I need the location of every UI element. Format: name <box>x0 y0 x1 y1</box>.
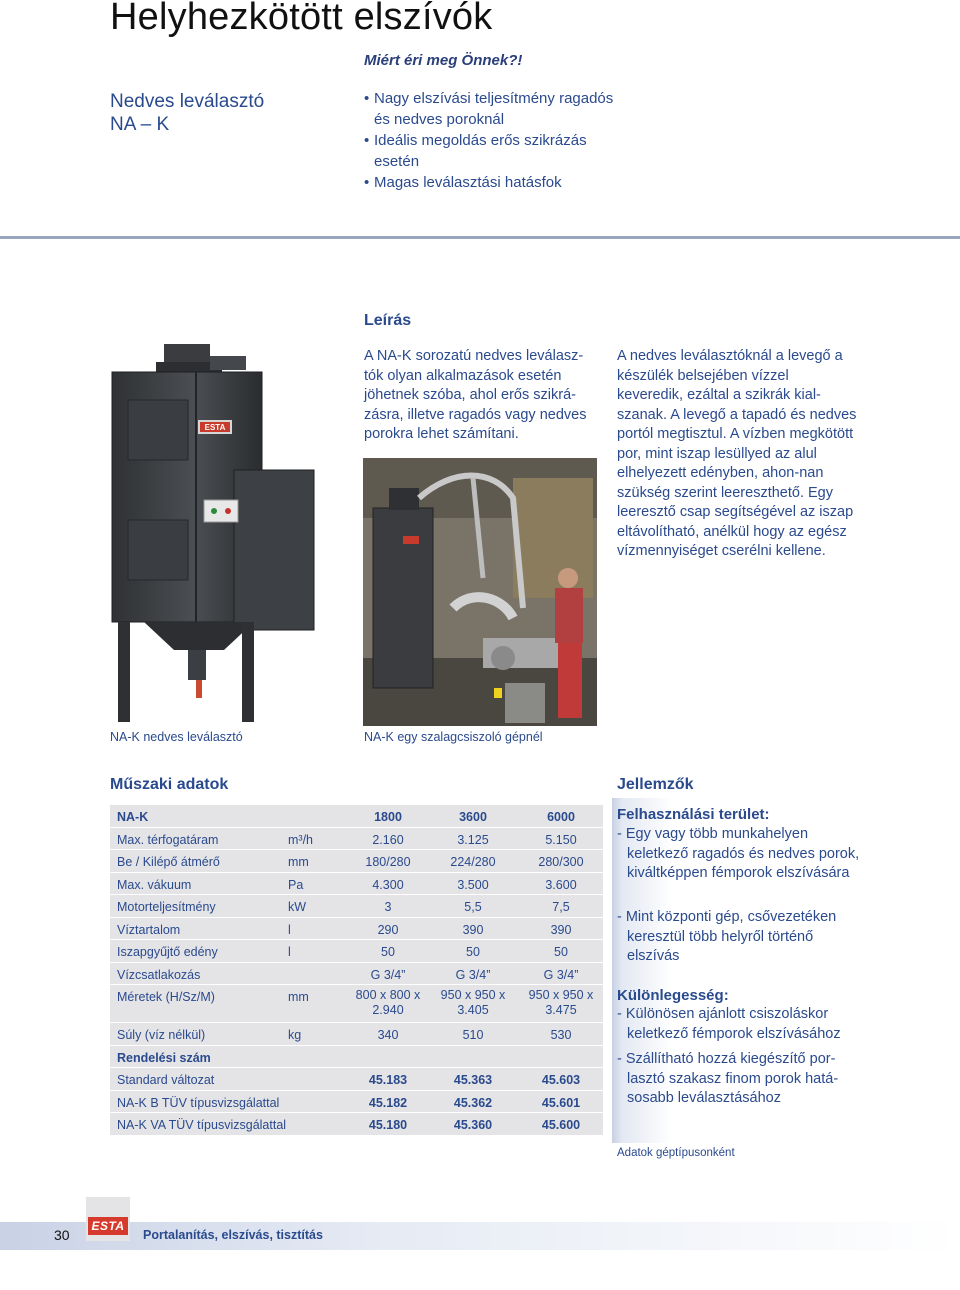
caption-machine: NA-K nedves leválasztó <box>110 730 243 744</box>
table-row <box>110 1113 603 1136</box>
row-value: 950 x 950 x 3.405 <box>440 988 506 1017</box>
value-6000: 6000 <box>547 810 575 824</box>
benefit-item: • Magas leválasztási hatásfok <box>364 172 624 193</box>
order-number: 45.603 <box>541 1073 581 1087</box>
row-value: 5.150 <box>545 832 577 847</box>
row-label: Max. térfogatáram <box>117 832 219 847</box>
order-number: 45.360 <box>453 1118 493 1132</box>
description-col-1: A NA-K sorozatú nedves leválasz-tók olyan alkalmazások esetén jöhetnek szóba, ahol erős szikrá-zásra, illetve ragadós vagy nedves porokra lehet számítani. <box>364 348 587 442</box>
table-row <box>110 895 603 918</box>
row-value: 50 <box>466 945 480 959</box>
row-label: Rendelési szám <box>117 1050 211 1065</box>
row-value: 3.500 <box>457 877 489 892</box>
description-col-2: A nedves leválasztóknál a levegő a készülék belsejében vízzel keveredik, ezáltal a szikrák kial-szanak. A levegő a tapadó és nedves portól megtisztul. A vízben megkötött por, mint iszap lesüllyed az alul elhelyezett edényben, ahon-nan szükség szerint leereszthető. Egy leeresztő csap segítségével az iszap eltávolítható, anélkül hogy az egész vízmennyiséget cserélni kellene. <box>617 348 857 559</box>
row-value: 180/280 <box>365 855 411 869</box>
table-row <box>110 963 603 986</box>
row-value: 530 <box>550 1028 572 1042</box>
row-value: 3.600 <box>545 877 577 892</box>
row-unit: kW <box>288 900 307 914</box>
table-row <box>110 828 603 851</box>
row-value: G 3/4” <box>543 967 579 982</box>
order-number: 45.182 <box>368 1095 408 1110</box>
table-row <box>110 873 603 896</box>
row-value: 800 x 800 x 2.940 <box>355 988 421 1017</box>
row-label: Standard változat <box>117 1073 215 1087</box>
row-value: 950 x 950 x 3.475 <box>528 988 594 1017</box>
order-number: 45.600 <box>541 1118 581 1132</box>
logo-text: ESTA <box>88 1217 128 1235</box>
machine-logo: ESTA <box>204 423 226 432</box>
row-label: Víztartalom <box>117 922 181 937</box>
product-line-2: NA – K <box>110 114 170 135</box>
row-value: 4.300 <box>372 877 404 892</box>
product-line-1: Nedves leválasztó <box>110 91 265 112</box>
row-value: 5,5 <box>464 900 482 914</box>
row-value: 340 <box>377 1028 399 1042</box>
per-type-note: Adatok géptípusonként <box>617 1147 735 1159</box>
benefit-list <box>364 88 624 193</box>
row-label: Be / Kilépő átmérő <box>117 855 220 869</box>
table-row <box>110 940 603 963</box>
benefit-item: • Ideális megoldás erős szikrázás esetén <box>364 130 624 172</box>
table-row <box>110 985 603 1023</box>
row-label: NA-K VA TÜV típusvizsgálattal <box>117 1118 287 1132</box>
esta-logo <box>86 1197 130 1241</box>
row-label: Max. vákuum <box>117 877 192 892</box>
table-row <box>110 805 603 828</box>
table-row <box>110 918 603 941</box>
usage-title: Felhasználási terület: <box>617 806 770 823</box>
row-value: 224/280 <box>450 855 496 869</box>
tech-data-table <box>110 805 603 1136</box>
row-value: 290 <box>377 922 399 937</box>
row-label: Súly (víz nélkül) <box>117 1028 206 1042</box>
row-value: G 3/4” <box>455 967 491 982</box>
page-title: Helyhezkötött elszívók <box>110 0 493 38</box>
wet-separator-machine-image <box>104 340 334 725</box>
row-value: 3 <box>384 900 392 914</box>
row-label: Méretek (H/Sz/M) <box>117 990 215 1004</box>
value-3600: 3600 <box>459 810 487 824</box>
row-unit: kg <box>288 1028 302 1042</box>
special-item: - Szállítható hozzá kiegészítő por-lasztó szakasz finom porok hatá-sosabb leválasztásához <box>617 1051 839 1106</box>
row-value: 390 <box>462 922 484 937</box>
row-label: Motorteljesítmény <box>117 900 216 914</box>
row-label: Iszapgyűjtő edény <box>117 945 218 959</box>
value-1800: 1800 <box>374 810 402 824</box>
description-heading: Leírás <box>364 312 412 329</box>
special-item: - Különösen ajánlott csiszoláskor keletkező fémporok elszívásához <box>617 1006 841 1042</box>
caption-photo: NA-K egy szalagcsiszoló gépnél <box>364 730 543 744</box>
table-row <box>110 1091 603 1114</box>
why-label: Miért éri meg Önnek?! <box>364 52 523 69</box>
header-divider <box>0 236 960 239</box>
row-unit: l <box>288 922 291 937</box>
row-value: 390 <box>550 922 572 937</box>
row-unit: m³/h <box>288 832 313 847</box>
table-row <box>110 1068 603 1091</box>
table-row <box>110 1023 603 1046</box>
row-value: 510 <box>462 1028 484 1042</box>
row-value: 50 <box>381 945 395 959</box>
row-value: 3.125 <box>457 832 489 847</box>
features-heading: Jellemzők <box>617 776 694 793</box>
order-number: 45.362 <box>453 1095 493 1110</box>
row-unit: mm <box>288 855 309 869</box>
machine-at-belt-sander-photo <box>363 458 597 726</box>
usage-item: - Mint központi gép, csővezetéken keresztül több helyről történő elszívás <box>617 909 837 964</box>
tech-heading: Műszaki adatok <box>110 776 229 793</box>
page-number: 30 <box>54 1227 70 1243</box>
table-row <box>110 1046 603 1069</box>
row-value: 7,5 <box>552 900 570 914</box>
row-label: NA-K <box>117 810 149 824</box>
order-number: 45.601 <box>541 1095 581 1110</box>
row-value: 2.160 <box>372 832 404 847</box>
order-number: 45.180 <box>368 1118 408 1132</box>
row-value: 50 <box>554 945 568 959</box>
special-title: Különlegesség: <box>617 987 729 1004</box>
footer-section-title: Portalanítás, elszívás, tisztítás <box>143 1228 323 1242</box>
row-label: Vízcsatlakozás <box>117 967 201 982</box>
order-number: 45.363 <box>453 1073 493 1087</box>
order-number: 45.183 <box>368 1073 408 1087</box>
row-value: 280/300 <box>538 855 584 869</box>
row-unit: mm <box>288 990 309 1004</box>
row-unit: Pa <box>288 877 304 892</box>
product-name <box>110 90 264 136</box>
row-value: G 3/4” <box>370 967 406 982</box>
table-row <box>110 850 603 873</box>
usage-item: - Egy vagy több munkahelyen keletkező ragadós és nedves porok, kiváltképpen fémporok elszívására <box>617 826 860 881</box>
benefit-item: • Nagy elszívási teljesítmény ragadós és nedves poroknál <box>364 88 624 130</box>
row-label: NA-K B TÜV típusvizsgálattal <box>117 1095 280 1110</box>
row-unit: l <box>288 945 291 959</box>
